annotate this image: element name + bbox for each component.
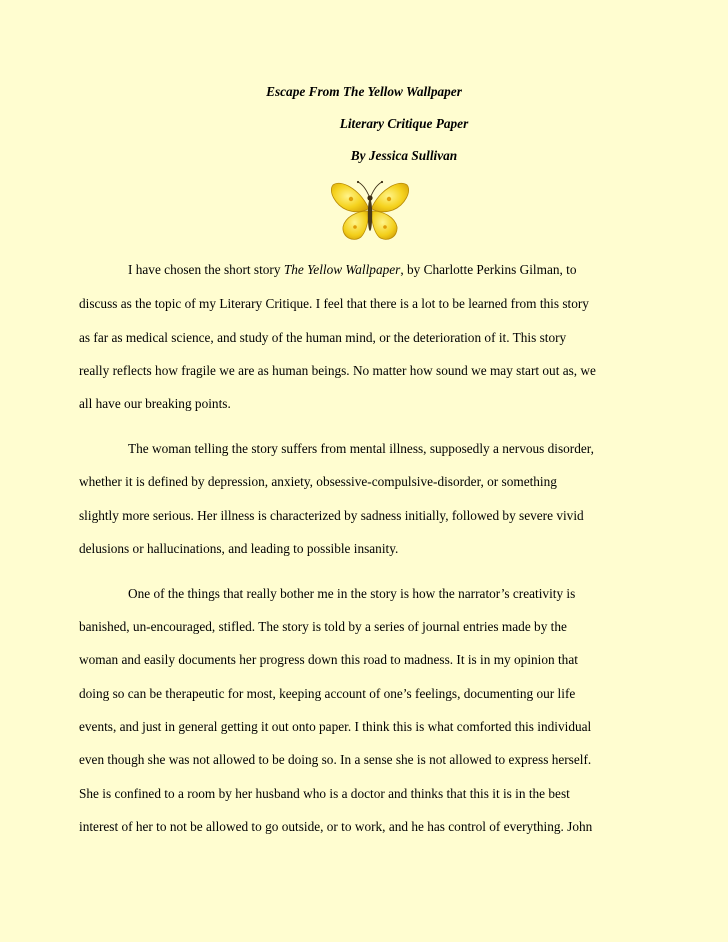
paragraph-1-line-2: discuss as the topic of my Literary Critique. I feel that there is a lot to be learned from this story: [79, 296, 589, 311]
author-byline: By Jessica Sullivan: [350, 148, 458, 163]
paragraph-1-line-4: really reflects how fragile we are as human beings. No matter how sound we may start out as, we: [79, 363, 596, 378]
paragraph-3-line-8: interest of her to not be allowed to go outside, or to work, and he has control of everything. John: [79, 819, 593, 834]
document-subtitle: Literary Critique Paper: [339, 116, 469, 131]
paragraph-3-line-3: woman and easily documents her progress down this road to madness. It is in my opinion that: [79, 652, 578, 667]
paragraph-2-line-2: whether it is defined by depression, anxiety, obsessive-compulsive-disorder, or something: [79, 474, 557, 489]
paragraph-2-line-4: delusions or hallucinations, and leading to possible insanity.: [79, 541, 399, 556]
butterfly-icon: [329, 177, 411, 245]
paragraph-2-line-1: The woman telling the story suffers from mental illness, supposedly a nervous disorder,: [128, 441, 595, 456]
paragraph-3-line-2: banished, un-encouraged, stifled. The story is told by a series of journal entries made by the: [79, 619, 567, 634]
paragraph-3-line-7: She is confined to a room by her husband who is a doctor and thinks that this it is in the best: [79, 786, 570, 801]
paragraph-3-line-1: One of the things that really bother me in the story is how the narrator’s creativity is: [128, 586, 576, 601]
paragraph-3-line-4: doing so can be therapeutic for most, keeping account of one’s feelings, documenting our life: [79, 686, 576, 701]
story-title-italic: The Yellow Wallpaper: [283, 262, 401, 277]
text-run: I have chosen the short story: [128, 262, 284, 277]
paragraph-3-line-5: events, and just in general getting it out onto paper. I think this is what comforted this individual: [79, 719, 592, 734]
document-title: Escape From The Yellow Wallpaper: [266, 84, 462, 99]
paragraph-1-line-1: [128, 262, 577, 278]
paragraph-2-line-3: slightly more serious. Her illness is characterized by sadness initially, followed by severe vivid: [79, 508, 584, 523]
paragraph-1-line-5: all have our breaking points.: [79, 396, 231, 411]
text-run: , by Charlotte Perkins Gilman, to: [400, 262, 577, 277]
paragraph-3-line-6: even though she was not allowed to be doing so. In a sense she is not allowed to express herself.: [79, 752, 592, 767]
butterfly-illustration: [329, 177, 411, 245]
paragraph-1-line-3: as far as medical science, and study of the human mind, or the deterioration of it. This story: [79, 330, 567, 345]
